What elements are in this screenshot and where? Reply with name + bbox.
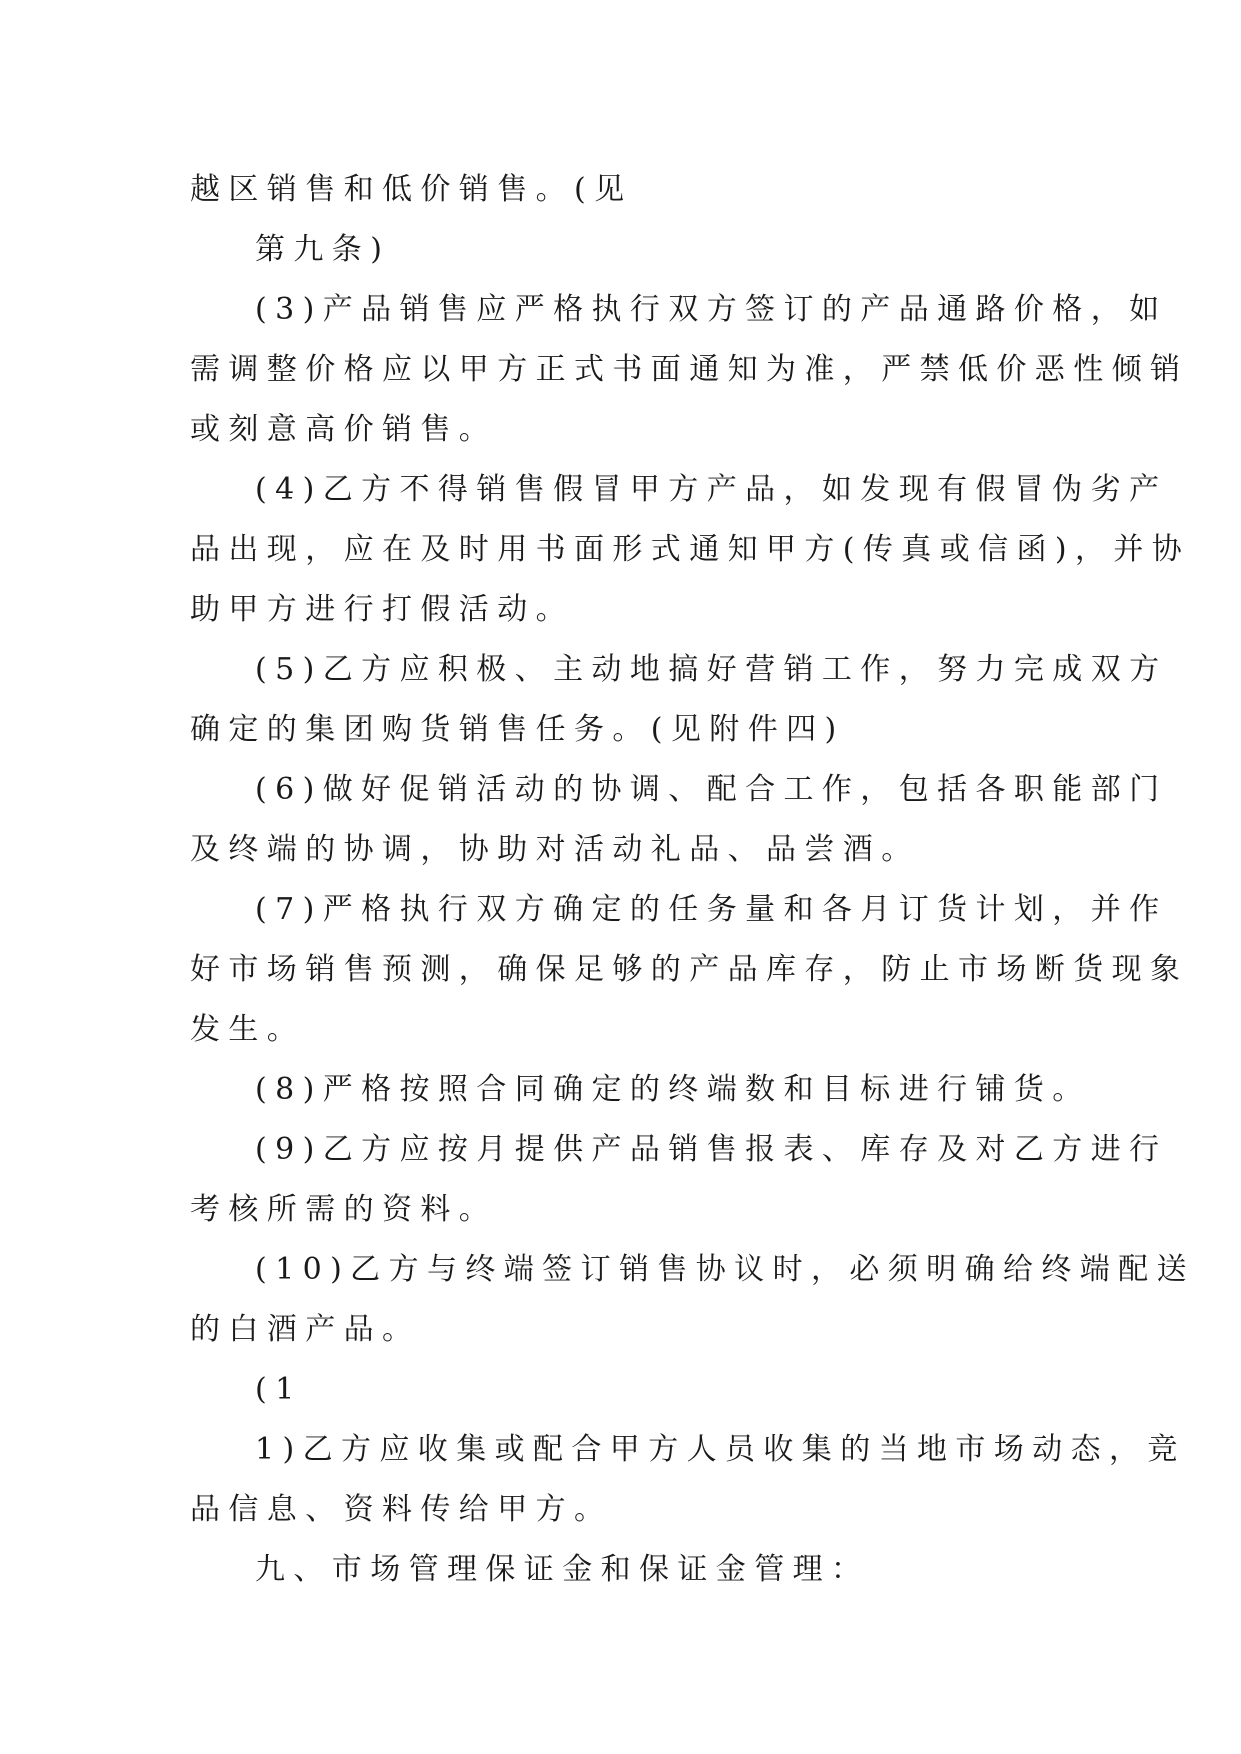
text-line: 好市场销售预测，确保足够的产品库存，防止市场断货现象 (190, 952, 1189, 987)
text-line: 1)乙方应收集或配合甲方人员收集的当地市场动态，竞 (255, 1432, 1186, 1467)
text-line: 第九条) (255, 232, 391, 267)
text-line: (9)乙方应按月提供产品销售报表、库存及对乙方进行 (255, 1132, 1168, 1167)
text-line: (4)乙方不得销售假冒甲方产品，如发现有假冒伪劣产 (255, 472, 1168, 507)
text-line: (3)产品销售应严格执行双方签订的产品通路价格，如 (255, 292, 1168, 327)
text-line: (8)严格按照合同确定的终端数和目标进行铺货。 (255, 1072, 1091, 1107)
text-line: (10)乙方与终端签订销售协议时，必须明确给终端配送 (255, 1252, 1195, 1287)
text-line: (1 (255, 1372, 303, 1407)
text-line: 及终端的协调，协助对活动礼品、品尝酒。 (190, 832, 920, 867)
text-line: (7)严格执行双方确定的任务量和各月订货计划，并作 (255, 892, 1168, 927)
text-line: 越区销售和低价销售。(见 (190, 172, 633, 207)
text-line: 品出现，应在及时用书面形式通知甲方(传真或信函)，并协 (190, 532, 1191, 567)
text-line: 或刻意高价销售。 (190, 412, 498, 447)
text-line: 品信息、资料传给甲方。 (190, 1492, 613, 1527)
text-line: 九、市场管理保证金和保证金管理： (255, 1552, 870, 1587)
text-line: (5)乙方应积极、主动地搞好营销工作，努力完成双方 (255, 652, 1168, 687)
document-body (190, 160, 1195, 1600)
text-line: 的白酒产品。 (190, 1312, 421, 1347)
text-line: (6)做好促销活动的协调、配合工作，包括各职能部门 (255, 772, 1168, 807)
text-line: 考核所需的资料。 (190, 1192, 498, 1227)
text-line: 发生。 (190, 1012, 306, 1047)
text-line: 助甲方进行打假活动。 (190, 592, 574, 627)
text-line: 确定的集团购货销售任务。(见附件四) (190, 712, 845, 747)
text-line: 需调整价格应以甲方正式书面通知为准，严禁低价恶性倾销 (190, 352, 1189, 387)
